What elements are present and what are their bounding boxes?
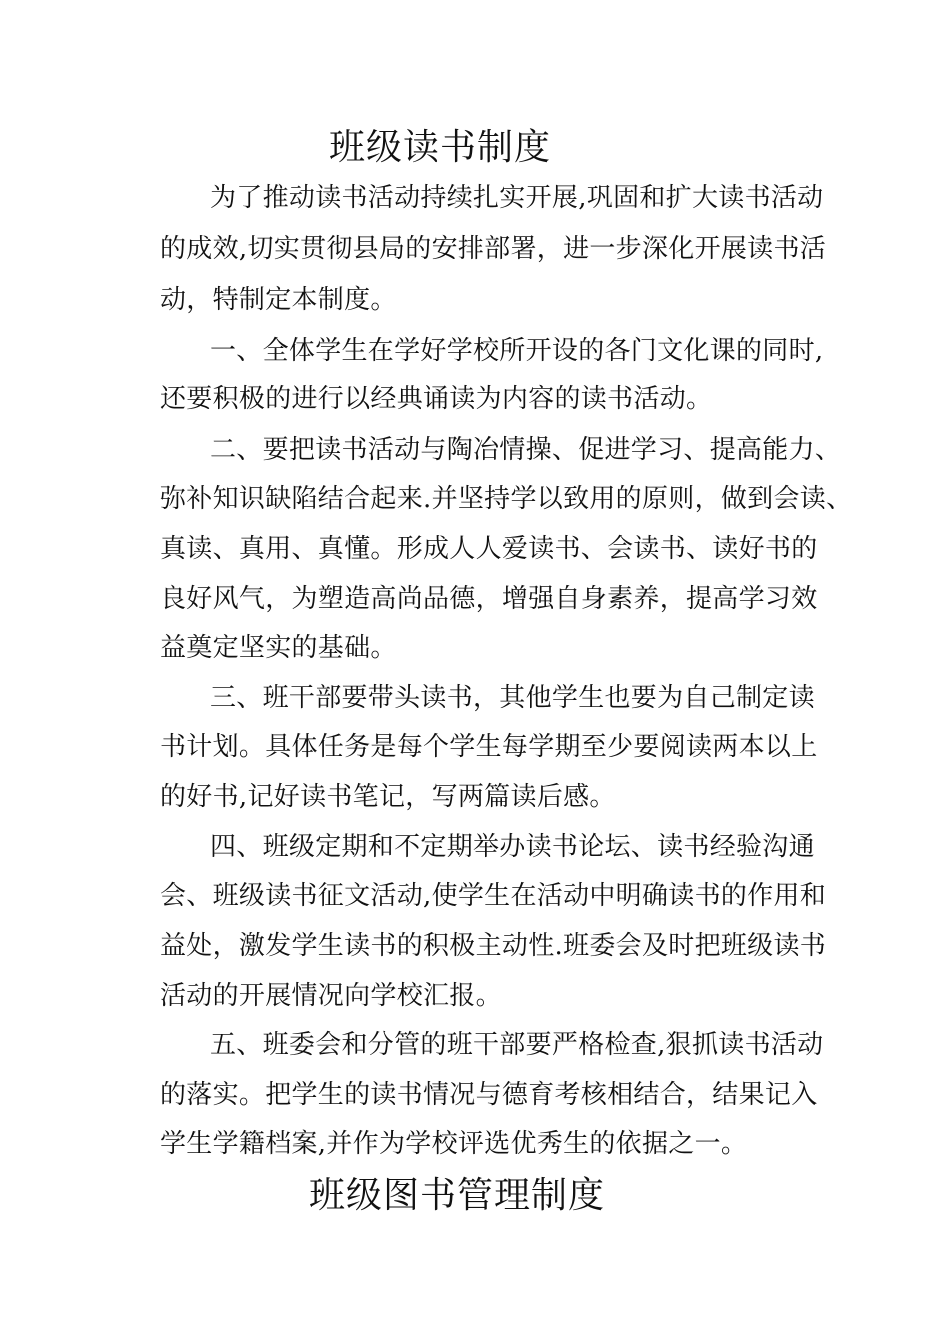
paragraph-line: 的落实。把学生的读书情况与德育考核相结合，结果记入 [160, 1080, 818, 1110]
paragraph-line: 二、要把读书活动与陶冶情操、促进学习、提高能力、 [210, 435, 842, 465]
paragraph-line: 活动的开展情况向学校汇报。 [160, 981, 502, 1011]
paragraph-line: 学生学籍档案,并作为学校评选优秀生的依据之一。 [160, 1129, 748, 1159]
paragraph-line: 动，特制定本制度。 [160, 285, 397, 315]
paragraph-line: 四、班级定期和不定期举办读书论坛、读书经验沟通 [210, 832, 815, 862]
paragraph-line: 还要积极的进行以经典诵读为内容的读书活动。 [160, 384, 713, 414]
paragraph-line: 五、班委会和分管的班干部要严格检查,狠抓读书活动 [210, 1030, 824, 1060]
paragraph-line: 书计划。具体任务是每个学生每学期至少要阅读两本以上 [160, 732, 818, 762]
paragraph-line: 益奠定坚实的基础。 [160, 633, 397, 663]
next-section-title: 班级图书管理制度 [308, 1175, 605, 1216]
paragraph-line: 的好书,记好读书笔记，写两篇读后感。 [160, 782, 616, 812]
paragraph-line: 为了推动读书活动持续扎实开展,巩固和扩大读书活动 [210, 183, 824, 213]
paragraph-line: 良好风气，为塑造高尚品德，增强自身素养，提高学习效 [160, 584, 818, 614]
paragraph-line: 益处，激发学生读书的积极主动性.班委会及时把班级读书 [160, 931, 827, 961]
paragraph-line: 真读、真用、真懂。形成人人爱读书、会读书、读好书的 [160, 534, 818, 564]
paragraph-line: 一、全体学生在学好学校所开设的各门文化课的同时, [210, 336, 824, 366]
paragraph-line: 的成效,切实贯彻县局的安排部署，进一步深化开展读书活 [160, 234, 827, 264]
document-title: 班级读书制度 [328, 127, 551, 168]
paragraph-line: 弥补知识缺陷结合起来.并坚持学以致用的原则，做到会读、 [160, 484, 853, 514]
paragraph-line: 三、班干部要带头读书，其他学生也要为自己制定读 [210, 683, 815, 713]
paragraph-line: 会、班级读书征文活动,使学生在活动中明确读书的作用和 [160, 881, 827, 911]
